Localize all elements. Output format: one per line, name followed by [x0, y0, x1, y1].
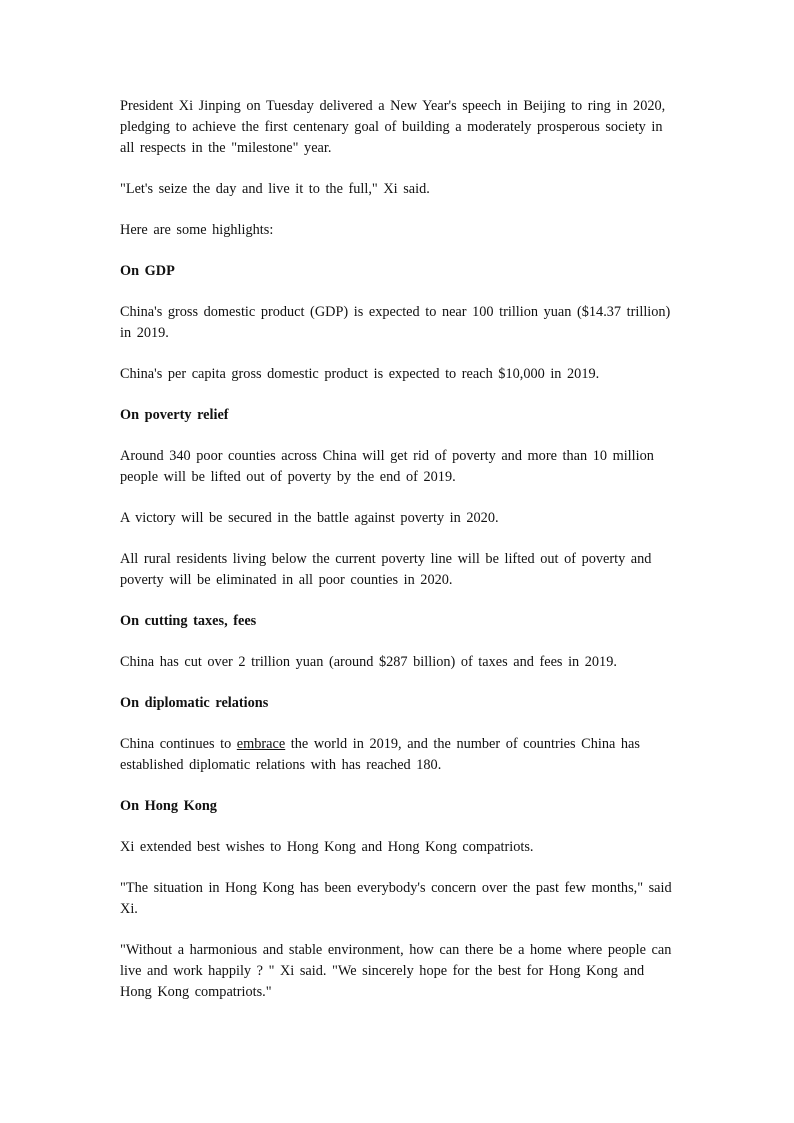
document-body	[120, 96, 676, 1023]
paragraph-situation: "The situation in Hong Kong has been everybody's concern over the past few months," said Xi.	[120, 880, 672, 917]
heading-hong-kong: On Hong Kong	[120, 798, 217, 814]
paragraph-taxes: China has cut over 2 trillion yuan (around $287 billion) of taxes and fees in 2019.	[120, 654, 617, 670]
heading-taxes-fees: On cutting taxes, fees	[120, 613, 257, 629]
paragraph-per-capita: China's per capita gross domestic product is expected to reach $10,000 in 2019.	[120, 366, 600, 382]
heading-poverty-relief: On poverty relief	[120, 407, 229, 423]
paragraph-quote: "Let's seize the day and live it to the full," Xi said.	[120, 181, 430, 197]
heading-gdp: On GDP	[120, 263, 175, 279]
paragraph-diplomatic	[120, 734, 676, 776]
embrace-link[interactable]: embrace	[236, 736, 286, 752]
heading-diplomatic-relations: On diplomatic relations	[120, 695, 269, 711]
paragraph-rural-residents: All rural residents living below the current poverty line will be lifted out of poverty and poverty will be eliminated in all poor counties in 2020.	[120, 551, 652, 588]
paragraph-diplomatic-end: the world in 2019, and the number of countries China has established diplomatic relations with has reached 180.	[120, 736, 640, 773]
paragraph-victory: A victory will be secured in the battle against poverty in 2020.	[120, 510, 499, 526]
paragraph-harmonious: "Without a harmonious and stable environment, how can there be a home where people can live and work happily ? " Xi said. "We sincerely hope for the best for Hong Kong and Hong Kong compatriots."	[120, 942, 672, 1000]
paragraph-poor-counties: Around 340 poor counties across China will get rid of poverty and more than 10 million people will be lifted out of poverty by the end of 2019.	[120, 448, 654, 485]
paragraph-best-wishes: Xi extended best wishes to Hong Kong and Hong Kong compatriots.	[120, 839, 534, 855]
paragraph-gdp: China's gross domestic product (GDP) is expected to near 100 trillion yuan ($14.37 trillion) in 2019.	[120, 304, 671, 341]
paragraph-intro: President Xi Jinping on Tuesday delivered a New Year's speech in Beijing to ring in 2020, pledging to achieve the first centenary goal of building a moderately prosperous society in all respects in the "milestone" year.	[120, 98, 666, 156]
paragraph-highlights-intro: Here are some highlights:	[120, 222, 274, 238]
paragraph-diplomatic-start: China continues to	[120, 736, 237, 752]
